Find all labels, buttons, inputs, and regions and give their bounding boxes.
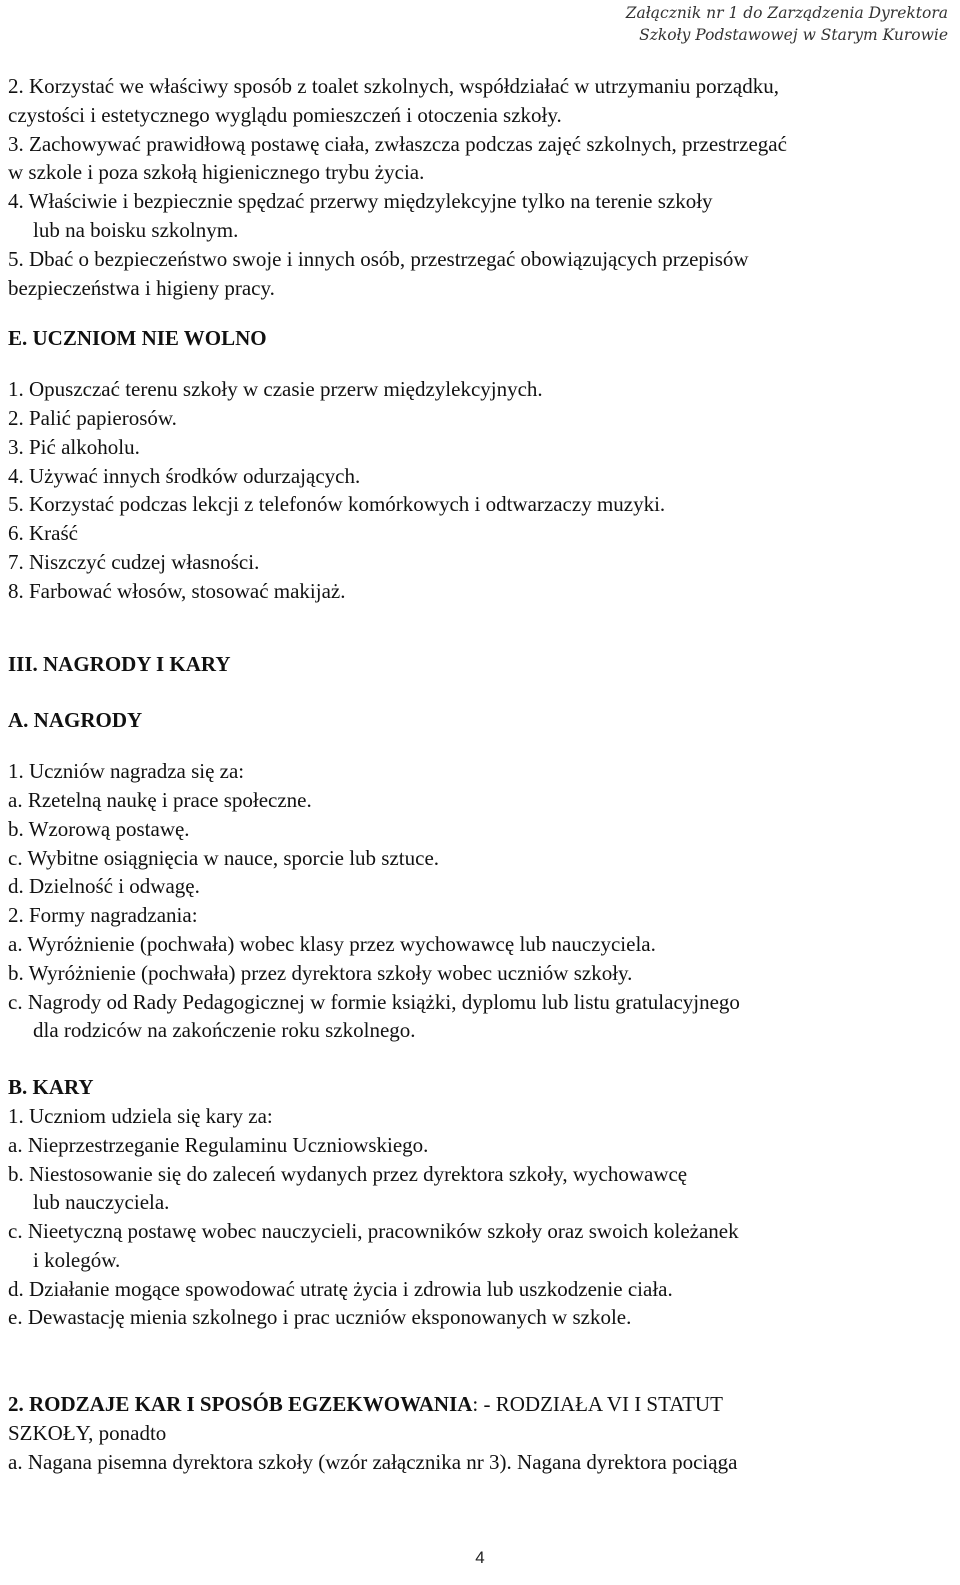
list-item: b. Wyróżnienie (pochwała) przez dyrektora szkoły wobec uczniów szkoły.: [8, 960, 633, 985]
header-line-1: Załącznik nr 1 do Zarządzenia Dyrektora: [625, 4, 948, 22]
intro-item-5: 5. Dbać o bezpieczeństwo swoje i innych osób, przestrzegać obowiązujących przepisów: [8, 246, 749, 271]
list-item: 7. Niszczyć cudzej własności.: [8, 549, 260, 574]
list-item: 3. Pić alkoholu.: [8, 434, 140, 459]
list-item: a. Nieprzestrzeganie Regulaminu Uczniowskiego.: [8, 1132, 429, 1157]
section-2-heading-line: [8, 1390, 928, 1419]
section-2: [8, 1390, 928, 1476]
document-body: [8, 72, 928, 1477]
intro-item-3-cont: w szkole i poza szkołą higienicznego trybu życia.: [8, 160, 425, 185]
intro-item-2-cont: czystości i estetycznego wyglądu pomieszczeń i otoczenia szkoły.: [8, 102, 562, 127]
list-item: 6. Kraść: [8, 521, 78, 546]
list-item: 4. Używać innych środków odurzających.: [8, 463, 361, 488]
list-item: 5. Korzystać podczas lekcji z telefonów komórkowych i odtwarzaczy muzyki.: [8, 492, 666, 517]
list-item-cont: lub nauczyciela.: [33, 1190, 170, 1215]
page-header: [626, 2, 948, 46]
list-item: c. Nagrody od Rady Pedagogicznej w formie książki, dyplomu lub listu gratulacyjnego: [8, 989, 740, 1014]
section-b-list: [8, 1102, 928, 1332]
section-a-heading: A. NAGRODY: [8, 708, 143, 733]
section-2-heading-cont: SZKOŁY, ponadto: [8, 1421, 167, 1446]
intro-list: [8, 72, 928, 302]
list-item: d. Działanie mogące spowodować utratę życia i zdrowia lub uszkodzenie ciała.: [8, 1276, 673, 1301]
list-item: b. Wzorową postawę.: [8, 816, 190, 841]
section-2-heading: 2. RODZAJE KAR I SPOSÓB EGZEKWOWANIA: [8, 1392, 473, 1417]
list-item: b. Niestosowanie się do zaleceń wydanych przez dyrektora szkoły, wychowawcę: [8, 1161, 688, 1186]
list-item: a. Rzetelną naukę i prace społeczne.: [8, 787, 312, 812]
list-item: 1. Uczniów nagradza się za:: [8, 759, 245, 784]
header-line-2: Szkoły Podstawowej w Starym Kurowie: [639, 26, 948, 44]
list-item-cont: i kolegów.: [33, 1247, 121, 1272]
list-item: 2. Formy nagradzania:: [8, 903, 198, 928]
section-iii-heading: III. NAGRODY I KARY: [8, 651, 231, 676]
section-2-item-a: a. Nagana pisemna dyrektora szkoły (wzór załącznika nr 3). Nagana dyrektora pociąga: [8, 1449, 738, 1474]
section-e-list: [8, 375, 928, 605]
list-item: 2. Palić papierosów.: [8, 405, 177, 430]
intro-item-3: 3. Zachowywać prawidłową postawę ciała, zwłaszcza podczas zajęć szkolnych, przestrzegać: [8, 131, 787, 156]
section-e-heading: E. UCZNIOM NIE WOLNO: [8, 326, 267, 351]
intro-item-2: 2. Korzystać we właściwy sposób z toalet szkolnych, współdziałać w utrzymaniu porządku,: [8, 74, 779, 98]
list-item-cont: dla rodziców na zakończenie roku szkolnego.: [33, 1018, 416, 1043]
intro-item-5-cont: bezpieczeństwa i higieny pracy.: [8, 275, 275, 300]
list-item: a. Wyróżnienie (pochwała) wobec klasy przez wychowawcę lub nauczyciela.: [8, 931, 656, 956]
intro-item-4: 4. Właściwie i bezpiecznie spędzać przerwy międzylekcyjne tylko na terenie szkoły: [8, 189, 713, 214]
list-item: 1. Opuszczać terenu szkoły w czasie przerw międzylekcyjnych.: [8, 377, 543, 402]
list-item: 8. Farbować włosów, stosować makijaż.: [8, 578, 346, 603]
list-item: 1. Uczniom udziela się kary za:: [8, 1103, 273, 1128]
list-item: d. Dzielność i odwagę.: [8, 874, 200, 899]
page-number: 4: [475, 1548, 485, 1567]
section-b-heading: B. KARY: [8, 1075, 94, 1100]
intro-item-4-cont: lub na boisku szkolnym.: [33, 217, 239, 242]
list-item: c. Wybitne osiągnięcia w nauce, sporcie lub sztuce.: [8, 845, 440, 870]
list-item: e. Dewastację mienia szkolnego i prac uczniów eksponowanych w szkole.: [8, 1305, 632, 1330]
list-item: c. Nieetyczną postawę wobec nauczycieli, pracowników szkoły oraz swoich koleżanek: [8, 1219, 739, 1244]
section-2-heading-rest: : - RODZIAŁA VI I STATUT: [472, 1392, 723, 1417]
section-a-list: [8, 757, 928, 1045]
